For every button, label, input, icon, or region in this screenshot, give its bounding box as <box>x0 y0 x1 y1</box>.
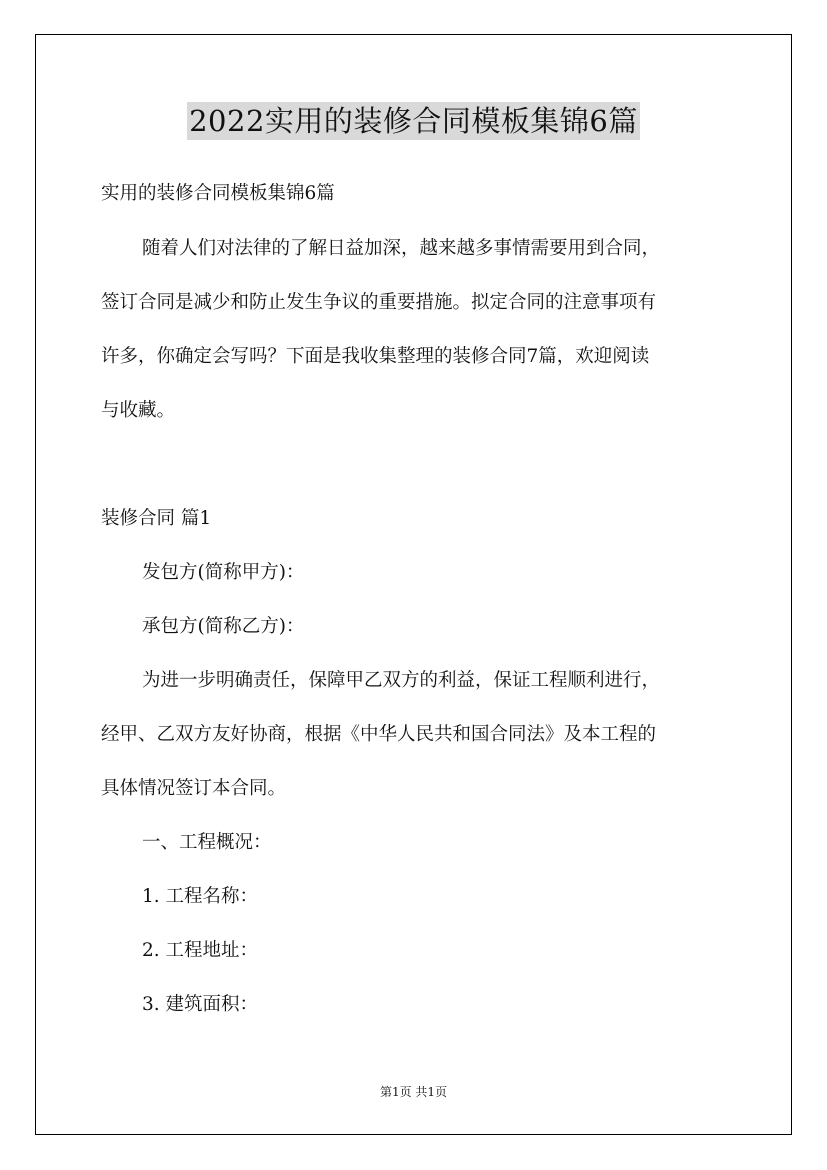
purpose-line-3: 具体情况签订本合同。 <box>101 778 287 799</box>
document-subtitle: 实用的装修合同模板集锦6篇 <box>101 183 335 204</box>
intro-line-4: 与收藏。 <box>101 400 176 421</box>
list-item: 1. 工程名称： <box>142 886 259 907</box>
list-item: 2. 工程地址： <box>142 940 259 961</box>
purpose-line-2: 经甲、乙双方友好协商，根据《中华人民共和国合同法》及本工程的 <box>101 724 657 745</box>
clause-heading: 一、工程概况： <box>142 832 272 853</box>
intro-line-2: 签订合同是减少和防止发生争议的重要措施。拟定合同的注意事项有 <box>101 292 657 313</box>
party-b-line: 承包方(简称乙方)： <box>142 616 305 637</box>
document-title: 2022实用的装修合同模板集锦6篇 <box>189 104 638 138</box>
purpose-line-1: 为进一步明确责任，保障甲乙双方的利益，保证工程顺利进行， <box>142 670 661 691</box>
intro-line-1: 随着人们对法律的了解日益加深，越来越多事情需要用到合同， <box>142 238 661 259</box>
title-container <box>0 102 827 140</box>
section-heading: 装修合同 篇1 <box>101 508 212 529</box>
party-a-line: 发包方(简称甲方)： <box>142 562 305 583</box>
intro-line-3: 许多，你确定会写吗？下面是我收集整理的装修合同7篇，欢迎阅读 <box>101 346 650 367</box>
page-footer: 第1页 共1页 <box>379 1085 448 1099</box>
list-item: 3. 建筑面积： <box>142 994 259 1015</box>
